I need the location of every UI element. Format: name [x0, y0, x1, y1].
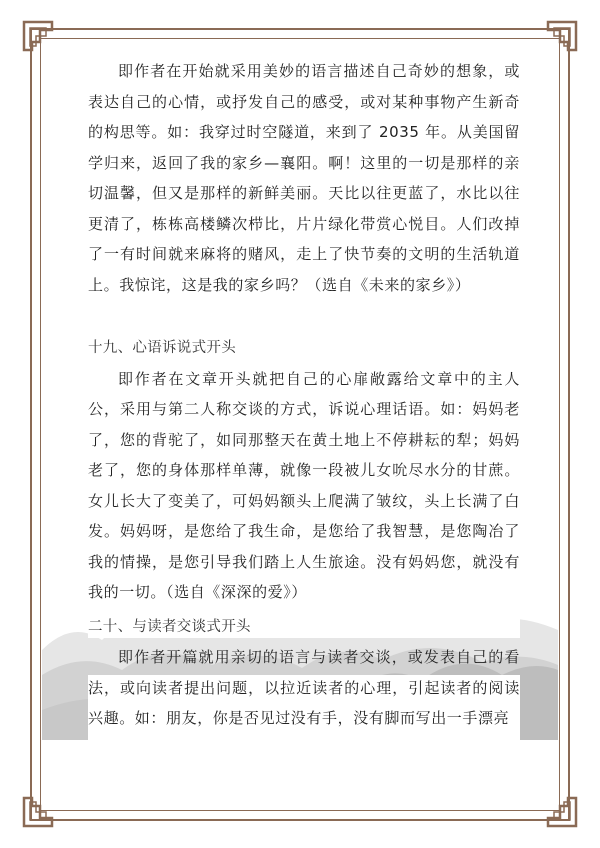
- corner-ornament-icon: [534, 784, 578, 828]
- corner-ornament-icon: [534, 20, 578, 64]
- corner-ornament-icon: [22, 20, 66, 64]
- section-20-paragraph: 即作者开篇就用亲切的语言与读者交谈，或发表自己的看法，或向读者提出问题，以拉近读者的心理，引起读者的阅读兴趣。如：朋友，你是否见过没有手，没有脚而写出一手漂亮: [88, 648, 520, 727]
- section-18-paragraph: 即作者在开始就采用美妙的语言描述自己奇妙的想象，或表达自己的心情，或抒发自己的感受，或对某种事物产生新奇的构思等。如：我穿过时空隧道，来到了 2035 年。从美国留学归来，返回了我的家乡—襄阳。啊！这里的一切是那样的亲切温馨，但又是那样的新鲜美丽。天比以往更蓝了，水比以往更清了，栋栋高楼鳞次栉比，片片绿化带赏心悦目。人们改掉了一有时间就来麻将的赌风，走上了快节奏的文明的生活轨道上。我惊诧，这是我的家乡吗？（选自《未来的家乡》）: [88, 62, 520, 294]
- section-19-heading: 十九、心语诉说式开头: [88, 340, 236, 356]
- section-19-paragraph: 即作者在文章开头就把自己的心扉敞露给文章中的主人公，采用与第二人称交谈的方式，诉说心理话语。如：妈妈老了，您的背驼了，如同那整天在黄土地上不停耕耘的犁；妈妈老了，您的身体那样单薄，就像一段被儿女吮尽水分的甘蔗。女儿长大了变美了，可妈妈额头上爬满了皱纹，头上长满了白发。妈妈呀，是您给了我生命，是您给了我智慧，是您陶冶了我的情操，是您引导我们踏上人生旅途。没有妈妈您，就没有我的一切。（选自《深深的爱》）: [88, 369, 520, 601]
- corner-ornament-icon: [22, 784, 66, 828]
- document-body: [88, 56, 520, 734]
- section-20-heading: 二十、与读者交谈式开头: [88, 618, 251, 635]
